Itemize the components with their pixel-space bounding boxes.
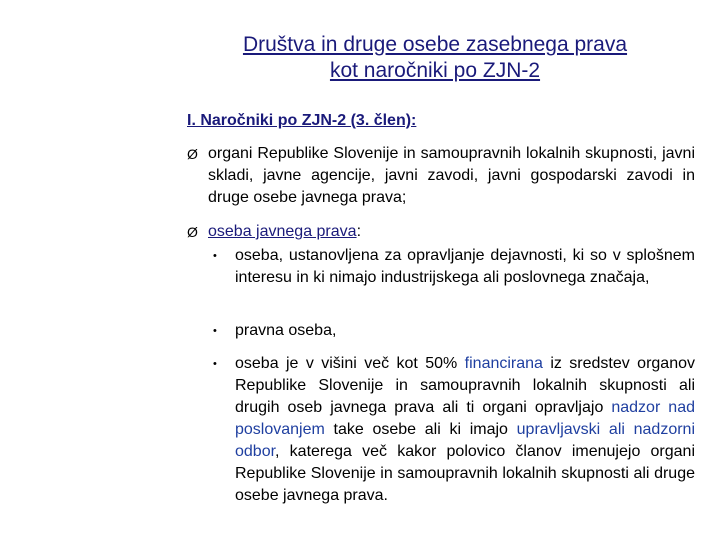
slide-title bbox=[150, 32, 720, 84]
highlight-nadzor: nadzor nad poslovanjem bbox=[235, 399, 695, 438]
dot-bullet-icon: • bbox=[213, 358, 217, 370]
bullet-text: organi Republike Slovenije in samoupravnih lokalnih skupnosti, javni skladi, javne agencije, javni zavodi, javni gospodarski zavodi in druge osebe javnega prava; bbox=[208, 145, 695, 206]
sub-item-financiranje bbox=[213, 353, 695, 507]
bullet-item-organi bbox=[187, 143, 695, 209]
text-part: iz sredstev organov Republike Slovenije in samoupravnih lokalnih skupnosti ali drugih oseb javnega prava ali ti organi opravljajo bbox=[235, 355, 695, 416]
highlight-financirana: financirana bbox=[464, 355, 543, 372]
term-suffix: : bbox=[356, 223, 362, 240]
arrow-bullet-icon: Ø bbox=[187, 224, 198, 240]
highlight-odbor: upravljavski ali nadzorni odbor bbox=[235, 421, 695, 460]
sub-item-pravna-oseba bbox=[213, 320, 695, 342]
dot-bullet-icon: • bbox=[213, 250, 217, 262]
section-heading: I. Naročniki po ZJN-2 (3. člen): bbox=[187, 112, 417, 129]
sub-item-ustanovljena bbox=[213, 245, 695, 289]
bullet-item-oseba-javnega-prava bbox=[187, 221, 695, 243]
sub-item-text: oseba, ustanovljena za opravljanje dejavnosti, ki so v splošnem interesu in ki nimajo industrijskega ali poslovnega značaja, bbox=[235, 247, 695, 286]
term-link: oseba javnega prava bbox=[208, 223, 357, 240]
sub-item-text: pravna oseba, bbox=[235, 322, 337, 339]
text-part: , katerega več kakor polovico članov imenujejo organi Republike Slovenije in samoupravnih lokalnih skupnosti ali druge osebe javnega prava. bbox=[235, 443, 695, 504]
sub-item-text bbox=[235, 353, 695, 507]
text-part: take osebe ali ki imajo bbox=[324, 421, 517, 438]
dot-bullet-icon: • bbox=[213, 325, 217, 337]
text-part: oseba je v višini več kot 50% bbox=[235, 355, 465, 372]
title-line-1: Društva in druge osebe zasebnega prava bbox=[242, 33, 628, 56]
bullet-text bbox=[208, 221, 695, 243]
title-line-2: kot naročniki po ZJN-2 bbox=[329, 59, 541, 82]
arrow-bullet-icon: Ø bbox=[187, 146, 198, 162]
